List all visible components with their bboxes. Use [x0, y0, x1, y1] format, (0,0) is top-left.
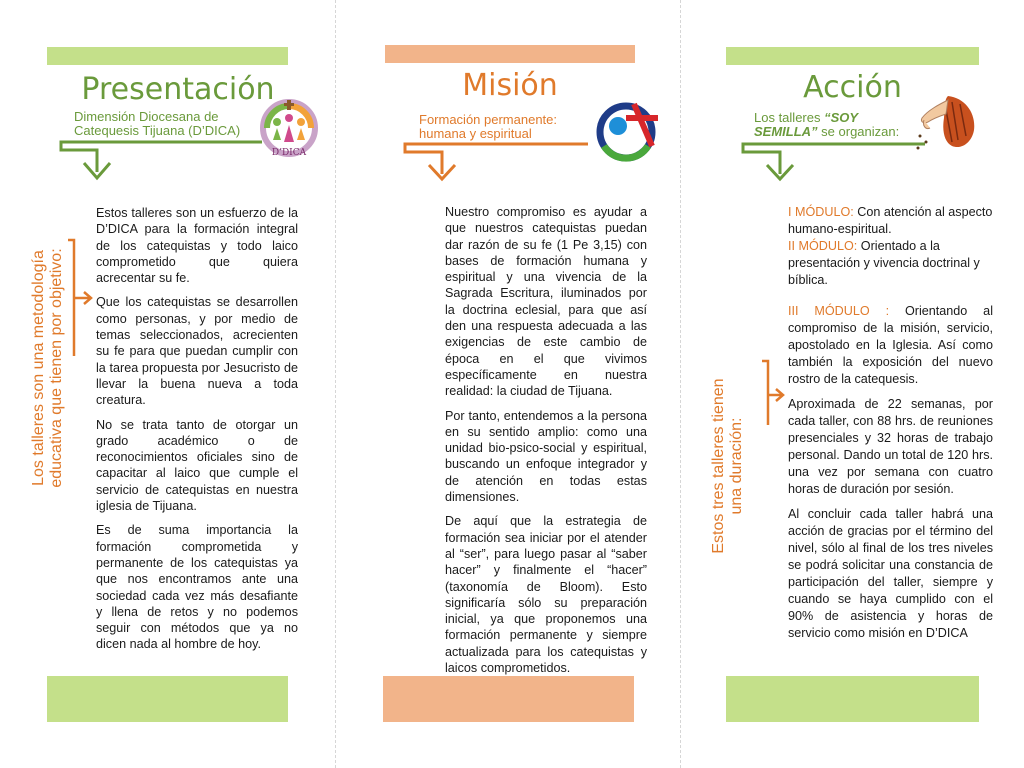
left-side-text-line2: educativa que tienen por objetivo:: [48, 248, 65, 488]
top-bar-middle: [385, 45, 635, 63]
bottom-bar-middle: [383, 676, 634, 722]
middle-paragraph-1: Nuestro compromiso es ayudar a que nuestros catequistas puedan dar razón de su fe (1 Pe 3,15) con bases de formación humana y espiritual y una vivencia de la Sagrada Escritura, iluminados por la doctrina eclesial, para que así den una respuesta adecuada a las exigencias de este cambio de época en el que vivimos específicamente en nuestra realidad: la ciudad de Tijuana.: [445, 205, 647, 399]
right-side-text-line2: una duración:: [728, 417, 745, 515]
fold-line-left: [335, 0, 336, 768]
fold-line-right: [680, 0, 681, 768]
left-side-text-line1: Los talleres son una metodología: [30, 250, 47, 486]
left-body: [96, 205, 298, 661]
right-subtitle-suffix: se organizan:: [817, 124, 900, 139]
left-subtitle-line2: Catequesis Tijuana (D’DICA): [74, 123, 241, 138]
module-2: [788, 238, 993, 289]
module-3-text: Orientando al compromiso de la misión, servicio, apostolado en la Iglesia. Así como también la exposición del nuevo rostro de la catequesis.: [788, 304, 993, 386]
module-1: [788, 204, 993, 238]
left-paragraph-2: Que los catequistas se desarrollen como personas, y por medio de temas seleccionados, acrecienten su fe para que puedan cumplir con la tarea propuesta por Jesucristo de llevar la buena nueva a toda creatura.: [96, 295, 298, 408]
left-subtitle-line1: Dimensión Diocesana de: [74, 109, 219, 124]
ddica-logo-caption: D’DICA: [271, 148, 307, 158]
sower-hand-illustration: [914, 90, 984, 156]
right-subtitle-emphasis: “SOY SEMILLA”: [754, 110, 858, 139]
left-paragraph-4: Es de suma importancia la formación comprometida y permanente de los catequistas ya que nos encontramos ante una sociedad cada vez más desafiante y llena de retos y no podemos seguir con métodos que ya no dicen nada al hombre de hoy.: [96, 523, 298, 652]
panel-title-accion: Acción: [803, 70, 902, 105]
bottom-bar-left: [47, 676, 288, 722]
left-subtitle: [74, 110, 264, 138]
module-2-text: Orientado a la presentación y vivencia doctrinal y bíblica.: [788, 239, 980, 287]
bottom-bar-right: [726, 676, 979, 722]
module-1-label: I MÓDULO:: [788, 205, 854, 219]
middle-bracket-arrow-graphic: [400, 128, 620, 188]
left-paragraph-1: Estos talleres son un esfuerzo de la D’DICA para la formación integral de los catequistas y todo laico comprometido que quiera acrecentar su fe.: [96, 206, 298, 286]
middle-paragraph-2: Por tanto, entendemos a la persona en su sentido amplio: como una unidad bio-psico-social y espiritual, buscando un enfoque integrador y de atención en todas estas dimensiones.: [445, 408, 647, 505]
ddica-logo: [256, 98, 322, 164]
middle-body: [445, 204, 647, 684]
module-3-label: III MÓDULO :: [788, 304, 890, 318]
module-3: [788, 303, 993, 388]
right-body: [788, 204, 993, 650]
middle-paragraph-3: De aquí que la estrategia de formación sea iniciar por el atender al “ser”, para luego pasar al “saber hacer” y finalmente el “hacer” (taxonomía de Bloom). Esto significaría sólo su preparación inicial, ya que proponemos una formación permanente y siempre actualizada para los catequistas y laicos comprometidos.: [445, 514, 647, 676]
module-2-label: II MÓDULO:: [788, 239, 858, 253]
middle-subtitle-line1: Formación permanente:: [419, 112, 558, 127]
right-side-vertical-text: [710, 336, 750, 596]
right-paragraph-duration: Aproximada de 22 semanas, por cada taller, con 88 hrs. de reuniones presenciales y 32 horas de trabajo personal. Dando un total de 120 hrs. una vez por semana con cuatro horas de duración por sesión.: [788, 397, 993, 496]
middle-bracket-arrow: [0, 0, 300, 90]
panel-title-presentacion: Presentación: [81, 72, 275, 107]
left-paragraph-3: No se trata tanto de otorgar un grado académico o de reconocimientos oficiales sino de capacitar al laico que cumple el servicio de catequistas en nuestra iglesia de Tijuana.: [96, 417, 298, 514]
mission-logo: [590, 96, 662, 166]
top-bar-right: [726, 47, 979, 65]
right-side-text-line1: Estos tres talleres tienen: [710, 378, 727, 554]
right-paragraph-conclusion: Al concluir cada taller habrá una acción de gracias por el término del nivel, sólo al final de los tres niveles se podrá solicitar una constancia de participación del taller, siempre y cuando se haya cumplido con el 90% de asistencia y horas de servicio como misión en D’DICA: [788, 507, 993, 640]
right-subtitle-prefix: Los talleres: [754, 110, 825, 125]
module-1-text: Con atención al aspecto humano-espiritual.: [788, 205, 993, 236]
panel-title-mision: Misión: [462, 68, 558, 103]
middle-subtitle-line2: humana y espiritual: [419, 126, 532, 141]
